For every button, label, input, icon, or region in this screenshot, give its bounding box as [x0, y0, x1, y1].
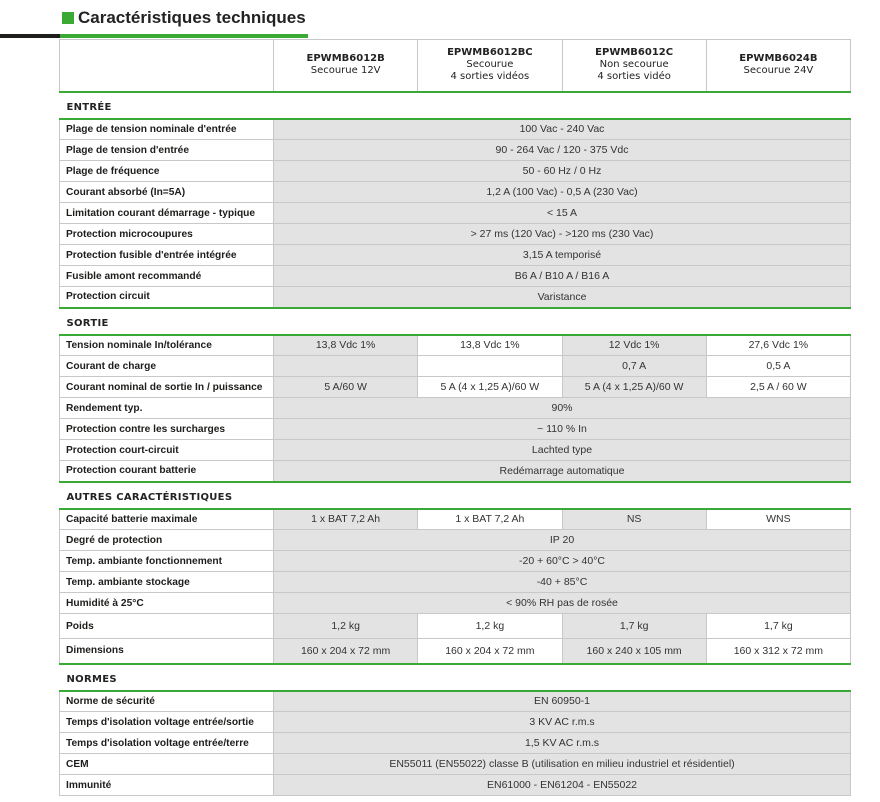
- row-label: Temp. ambiante fonctionnement: [60, 551, 274, 572]
- row-value-model-1: 13,8 Vdc 1%: [274, 335, 418, 356]
- table-row: [60, 140, 851, 161]
- row-value-model-2: 1,2 kg: [418, 614, 562, 639]
- section-row-autres-caracteristiques: [60, 482, 851, 509]
- row-label: Capacité batterie maximale: [60, 509, 274, 530]
- section-title: AUTRES CARACTÉRISTIQUES: [60, 482, 851, 509]
- table-header-row: [60, 40, 851, 92]
- row-label: Immunité: [60, 775, 274, 796]
- heading-underline-green: [60, 34, 308, 38]
- row-value-all-models: < 15 A: [274, 203, 851, 224]
- table-row: [60, 203, 851, 224]
- model-header: [706, 40, 850, 92]
- table-row: [60, 733, 851, 754]
- model-desc: Non secourue: [599, 59, 669, 71]
- row-value-model-1: 5 A/60 W: [274, 377, 418, 398]
- table-row: [60, 182, 851, 203]
- row-value-all-models: ~ 110 % In: [274, 419, 851, 440]
- table-row: [60, 119, 851, 140]
- row-value-all-models: 50 - 60 Hz / 0 Hz: [274, 161, 851, 182]
- table-row: [60, 551, 851, 572]
- row-label: Plage de tension nominale d'entrée: [60, 119, 274, 140]
- model-code: EPWMB6012BC: [447, 47, 533, 59]
- row-value-all-models: Lachted type: [274, 440, 851, 461]
- model-desc-2: 4 sorties vidéos: [450, 71, 530, 83]
- row-label: Dimensions: [60, 639, 274, 664]
- row-value-all-models: > 27 ms (120 Vac) - >120 ms (230 Vac): [274, 224, 851, 245]
- row-label: Protection microcoupures: [60, 224, 274, 245]
- table-row: [60, 377, 851, 398]
- table-row: [60, 266, 851, 287]
- page-title: Caractéristiques techniques: [78, 8, 306, 27]
- row-value-model-2: 13,8 Vdc 1%: [418, 335, 562, 356]
- table-row: [60, 639, 851, 664]
- row-value-all-models: 3 KV AC r.m.s: [274, 712, 851, 733]
- model-code: EPWMB6024B: [739, 53, 818, 65]
- table-row: [60, 775, 851, 796]
- row-value-model-3: NS: [562, 509, 706, 530]
- table-row: [60, 224, 851, 245]
- table-row: [60, 440, 851, 461]
- table-row: [60, 754, 851, 775]
- row-value-model-1: 160 x 204 x 72 mm: [274, 639, 418, 664]
- table-row: [60, 530, 851, 551]
- row-value-all-models: < 90% RH pas de rosée: [274, 593, 851, 614]
- row-value-model-1: [274, 356, 418, 377]
- section-row-entree: [60, 92, 851, 119]
- model-desc: Secourue: [466, 59, 514, 71]
- model-desc-2: 4 sorties vidéo: [597, 71, 671, 83]
- row-label: Rendement typ.: [60, 398, 274, 419]
- section-heading: [0, 0, 880, 38]
- row-label: Limitation courant démarrage - typique: [60, 203, 274, 224]
- row-value-all-models: B6 A / B10 A / B16 A: [274, 266, 851, 287]
- section-row-normes: [60, 664, 851, 691]
- table-row: [60, 691, 851, 712]
- row-label: Tension nominale In/tolérance: [60, 335, 274, 356]
- row-value-model-3: 0,7 A: [562, 356, 706, 377]
- section-row-sortie: [60, 308, 851, 335]
- header-blank-cell: [60, 40, 274, 92]
- model-header: [418, 40, 562, 92]
- row-value-all-models: 3,15 A temporisé: [274, 245, 851, 266]
- row-label: Fusible amont recommandé: [60, 266, 274, 287]
- row-label: Protection court-circuit: [60, 440, 274, 461]
- row-value-all-models: 1,5 KV AC r.m.s: [274, 733, 851, 754]
- row-value-model-1: 1 x BAT 7,2 Ah: [274, 509, 418, 530]
- model-code: EPWMB6012B: [306, 53, 385, 65]
- section-title: NORMES: [60, 664, 851, 691]
- row-value-all-models: 90 - 264 Vac / 120 - 375 Vdc: [274, 140, 851, 161]
- row-value-all-models: EN61000 - EN61204 - EN55022: [274, 775, 851, 796]
- row-label: Plage de tension d'entrée: [60, 140, 274, 161]
- row-value-model-3: 5 A (4 x 1,25 A)/60 W: [562, 377, 706, 398]
- table-row: [60, 398, 851, 419]
- row-value-model-4: 160 x 312 x 72 mm: [706, 639, 850, 664]
- row-label: Plage de fréquence: [60, 161, 274, 182]
- row-label: Norme de sécurité: [60, 691, 274, 712]
- row-value-model-2: 1 x BAT 7,2 Ah: [418, 509, 562, 530]
- model-desc: Secourue 24V: [743, 65, 814, 77]
- row-label: Temp. ambiante stockage: [60, 572, 274, 593]
- row-value-all-models: Redémarrage automatique: [274, 461, 851, 482]
- spec-table: [59, 39, 851, 796]
- table-row: [60, 509, 851, 530]
- row-value-all-models: EN55011 (EN55022) classe B (utilisation en milieu industriel et résidentiel): [274, 754, 851, 775]
- row-label: Protection contre les surcharges: [60, 419, 274, 440]
- row-value-model-1: 1,2 kg: [274, 614, 418, 639]
- table-row: [60, 461, 851, 482]
- table-row: [60, 419, 851, 440]
- section-title: SORTIE: [60, 308, 851, 335]
- table-row: [60, 712, 851, 733]
- row-value-all-models: 1,2 A (100 Vac) - 0,5 A (230 Vac): [274, 182, 851, 203]
- row-value-model-2: [418, 356, 562, 377]
- row-value-all-models: -20 + 60°C > 40°C: [274, 551, 851, 572]
- model-code: EPWMB6012C: [595, 47, 674, 59]
- row-label: CEM: [60, 754, 274, 775]
- row-label: Humidité à 25°C: [60, 593, 274, 614]
- row-label: Courant absorbé (In=5A): [60, 182, 274, 203]
- table-row: [60, 572, 851, 593]
- row-value-all-models: IP 20: [274, 530, 851, 551]
- section-title: ENTRÉE: [60, 92, 851, 119]
- row-value-all-models: EN 60950-1: [274, 691, 851, 712]
- heading-underline-dark: [0, 34, 60, 38]
- row-label: Protection fusible d'entrée intégrée: [60, 245, 274, 266]
- table-row: [60, 335, 851, 356]
- row-value-all-models: Varistance: [274, 287, 851, 308]
- row-value-model-4: 1,7 kg: [706, 614, 850, 639]
- row-value-model-3: 160 x 240 x 105 mm: [562, 639, 706, 664]
- table-row: [60, 287, 851, 308]
- green-square-icon: [62, 12, 74, 24]
- row-value-model-4: 0,5 A: [706, 356, 850, 377]
- table-row: [60, 245, 851, 266]
- row-label: Protection courant batterie: [60, 461, 274, 482]
- table-row: [60, 356, 851, 377]
- row-value-model-3: 12 Vdc 1%: [562, 335, 706, 356]
- model-header: [274, 40, 418, 92]
- table-row: [60, 593, 851, 614]
- table-row: [60, 614, 851, 639]
- row-label: Courant de charge: [60, 356, 274, 377]
- row-value-all-models: 100 Vac - 240 Vac: [274, 119, 851, 140]
- model-header: [562, 40, 706, 92]
- row-value-model-4: WNS: [706, 509, 850, 530]
- row-value-all-models: -40 + 85°C: [274, 572, 851, 593]
- row-label: Degré de protection: [60, 530, 274, 551]
- row-label: Poids: [60, 614, 274, 639]
- row-label: Temps d'isolation voltage entrée/sortie: [60, 712, 274, 733]
- table-row: [60, 161, 851, 182]
- row-value-model-4: 2,5 A / 60 W: [706, 377, 850, 398]
- row-label: Temps d'isolation voltage entrée/terre: [60, 733, 274, 754]
- row-value-model-4: 27,6 Vdc 1%: [706, 335, 850, 356]
- row-value-model-2: 160 x 204 x 72 mm: [418, 639, 562, 664]
- row-value-model-2: 5 A (4 x 1,25 A)/60 W: [418, 377, 562, 398]
- model-desc: Secourue 12V: [310, 65, 381, 77]
- row-value-all-models: 90%: [274, 398, 851, 419]
- row-value-model-3: 1,7 kg: [562, 614, 706, 639]
- row-label: Protection circuit: [60, 287, 274, 308]
- row-label: Courant nominal de sortie In / puissance: [60, 377, 274, 398]
